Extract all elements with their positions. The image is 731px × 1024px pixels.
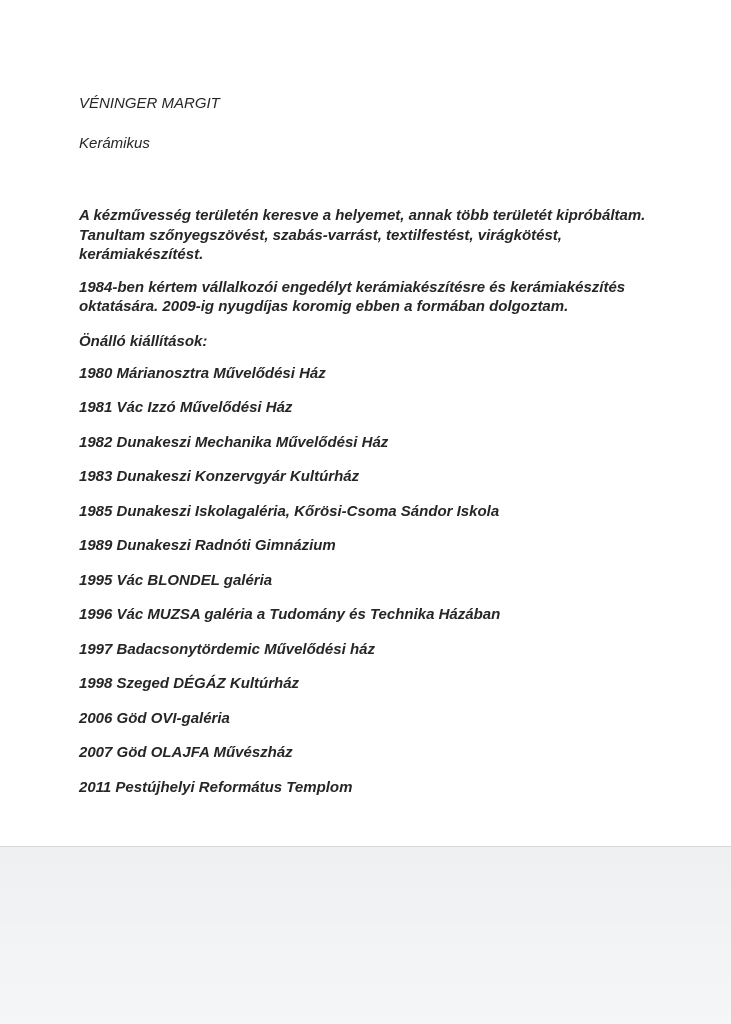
career-paragraph: 1984-ben kértem vállalkozói engedélyt kerámiakészítésre és kerámiakészítés oktatására. 2009-ig nyugdíjas koromig ebben a formában dolgoztam. <box>79 278 626 315</box>
exhibitions-list <box>79 364 669 813</box>
exhibition-item: 1985 Dunakeszi Iskolagaléria, Kőrösi-Csoma Sándor Iskola <box>79 502 500 520</box>
exhibition-item: 1995 Vác BLONDEL galéria <box>79 571 273 589</box>
scanner-background <box>0 847 731 1024</box>
document-body <box>79 94 669 812</box>
intro-paragraph: A kézművesség területén keresve a helyemet, annak több területét kipróbáltam. Tanultam szőnyegszövést, szabás-varrást, textilfestést, virágkötést, kerámiakészítést. <box>79 207 646 263</box>
author-name: VÉNINGER MARGIT <box>79 95 220 112</box>
exhibition-item: 1996 Vác MUZSA galéria a Tudomány és Technika Házában <box>79 606 501 623</box>
exhibition-item: 1982 Dunakeszi Mechanika Művelődési Ház <box>79 433 389 451</box>
exhibition-item: 2007 Göd OLAJFA Művészház <box>79 744 293 761</box>
exhibition-item: 1980 Márianosztra Művelődési Ház <box>79 364 326 382</box>
exhibition-item: 1998 Szeged DÉGÁZ Kultúrház <box>79 675 300 692</box>
exhibition-item: 1989 Dunakeszi Radnóti Gimnázium <box>79 537 336 554</box>
exhibition-item: 1981 Vác Izzó Művelődési Ház <box>79 399 293 416</box>
exhibition-item: 1997 Badacsonytördemic Művelődési ház <box>79 640 375 658</box>
exhibitions-heading: Önálló kiállítások: <box>79 332 208 350</box>
exhibition-item: 2006 Göd OVI-galéria <box>79 709 230 727</box>
exhibition-item: 1983 Dunakeszi Konzervgyár Kultúrház <box>79 468 360 485</box>
author-profession: Kerámikus <box>79 135 150 152</box>
exhibition-item: 2011 Pestújhelyi Református Templom <box>79 778 353 796</box>
